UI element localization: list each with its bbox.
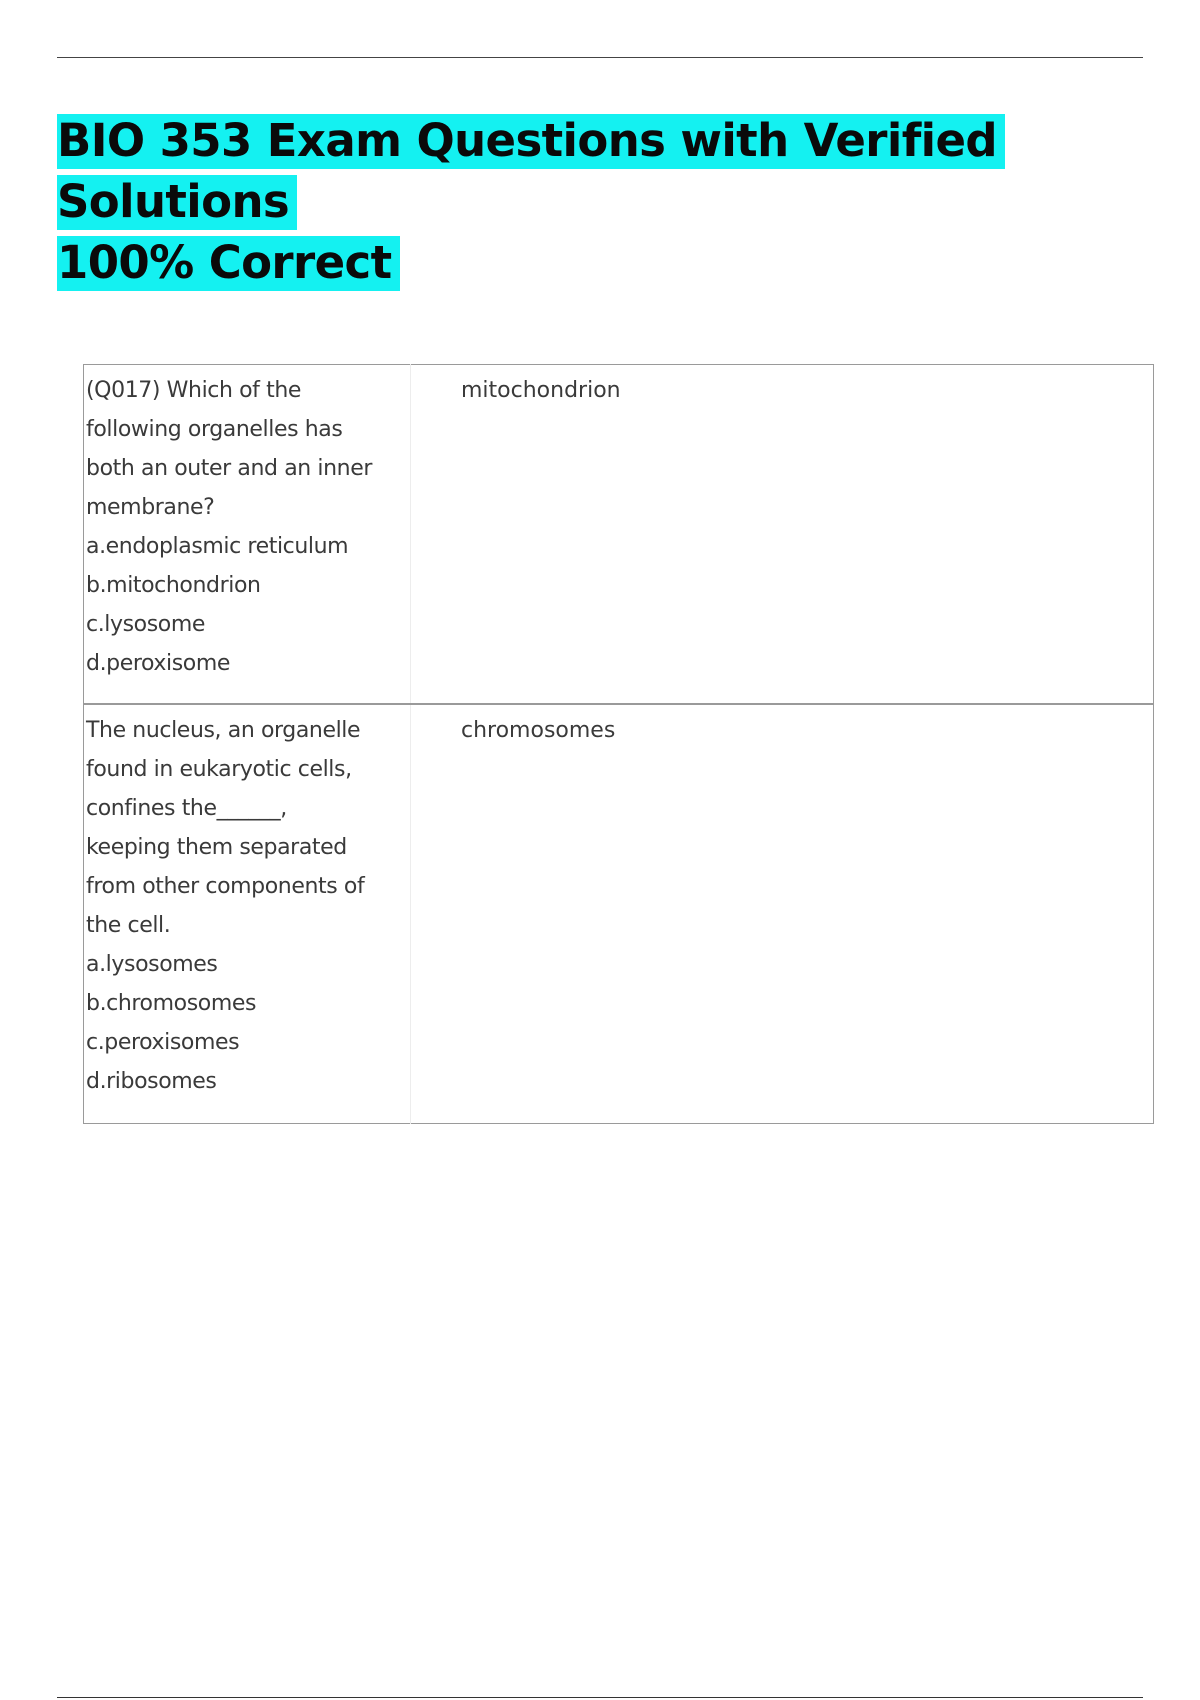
question-line: confines the______, (86, 796, 287, 821)
qa-row (84, 365, 1154, 705)
question-cell (84, 704, 411, 1124)
question-line: both an outer and an inner (86, 456, 372, 481)
question-line: membrane? (86, 495, 215, 520)
document-title (57, 110, 1177, 293)
answer-text: mitochondrion (461, 378, 621, 403)
answer-text: chromosomes (461, 718, 616, 743)
option-a: a.lysosomes (86, 952, 218, 977)
question-cell (84, 365, 411, 705)
option-d: d.ribosomes (86, 1069, 217, 1094)
question-line: keeping them separated (86, 835, 347, 860)
option-a: a.endoplasmic reticulum (86, 534, 349, 559)
option-d: d.peroxisome (86, 651, 231, 676)
question-line: the cell. (86, 913, 171, 938)
title-line-2: 100% Correct (57, 232, 1177, 293)
answer-cell (411, 365, 1154, 705)
option-b: b.mitochondrion (86, 573, 261, 598)
question-line: found in eukaryotic cells, (86, 757, 352, 782)
option-c: c.peroxisomes (86, 1030, 240, 1055)
header-rule (57, 57, 1143, 58)
qa-row (84, 704, 1154, 1124)
footer-rule (57, 1697, 1143, 1698)
question-line: following organelles has (86, 417, 343, 442)
option-c: c.lysosome (86, 612, 206, 637)
question-line: (Q017) Which of the (86, 378, 302, 403)
question-line: from other components of (86, 874, 365, 899)
question-line: The nucleus, an organelle (86, 718, 361, 743)
qa-table (83, 364, 1154, 1124)
title-line-1: BIO 353 Exam Questions with Verified Solutions (57, 110, 1177, 232)
option-b: b.chromosomes (86, 991, 257, 1016)
answer-cell (411, 704, 1154, 1124)
